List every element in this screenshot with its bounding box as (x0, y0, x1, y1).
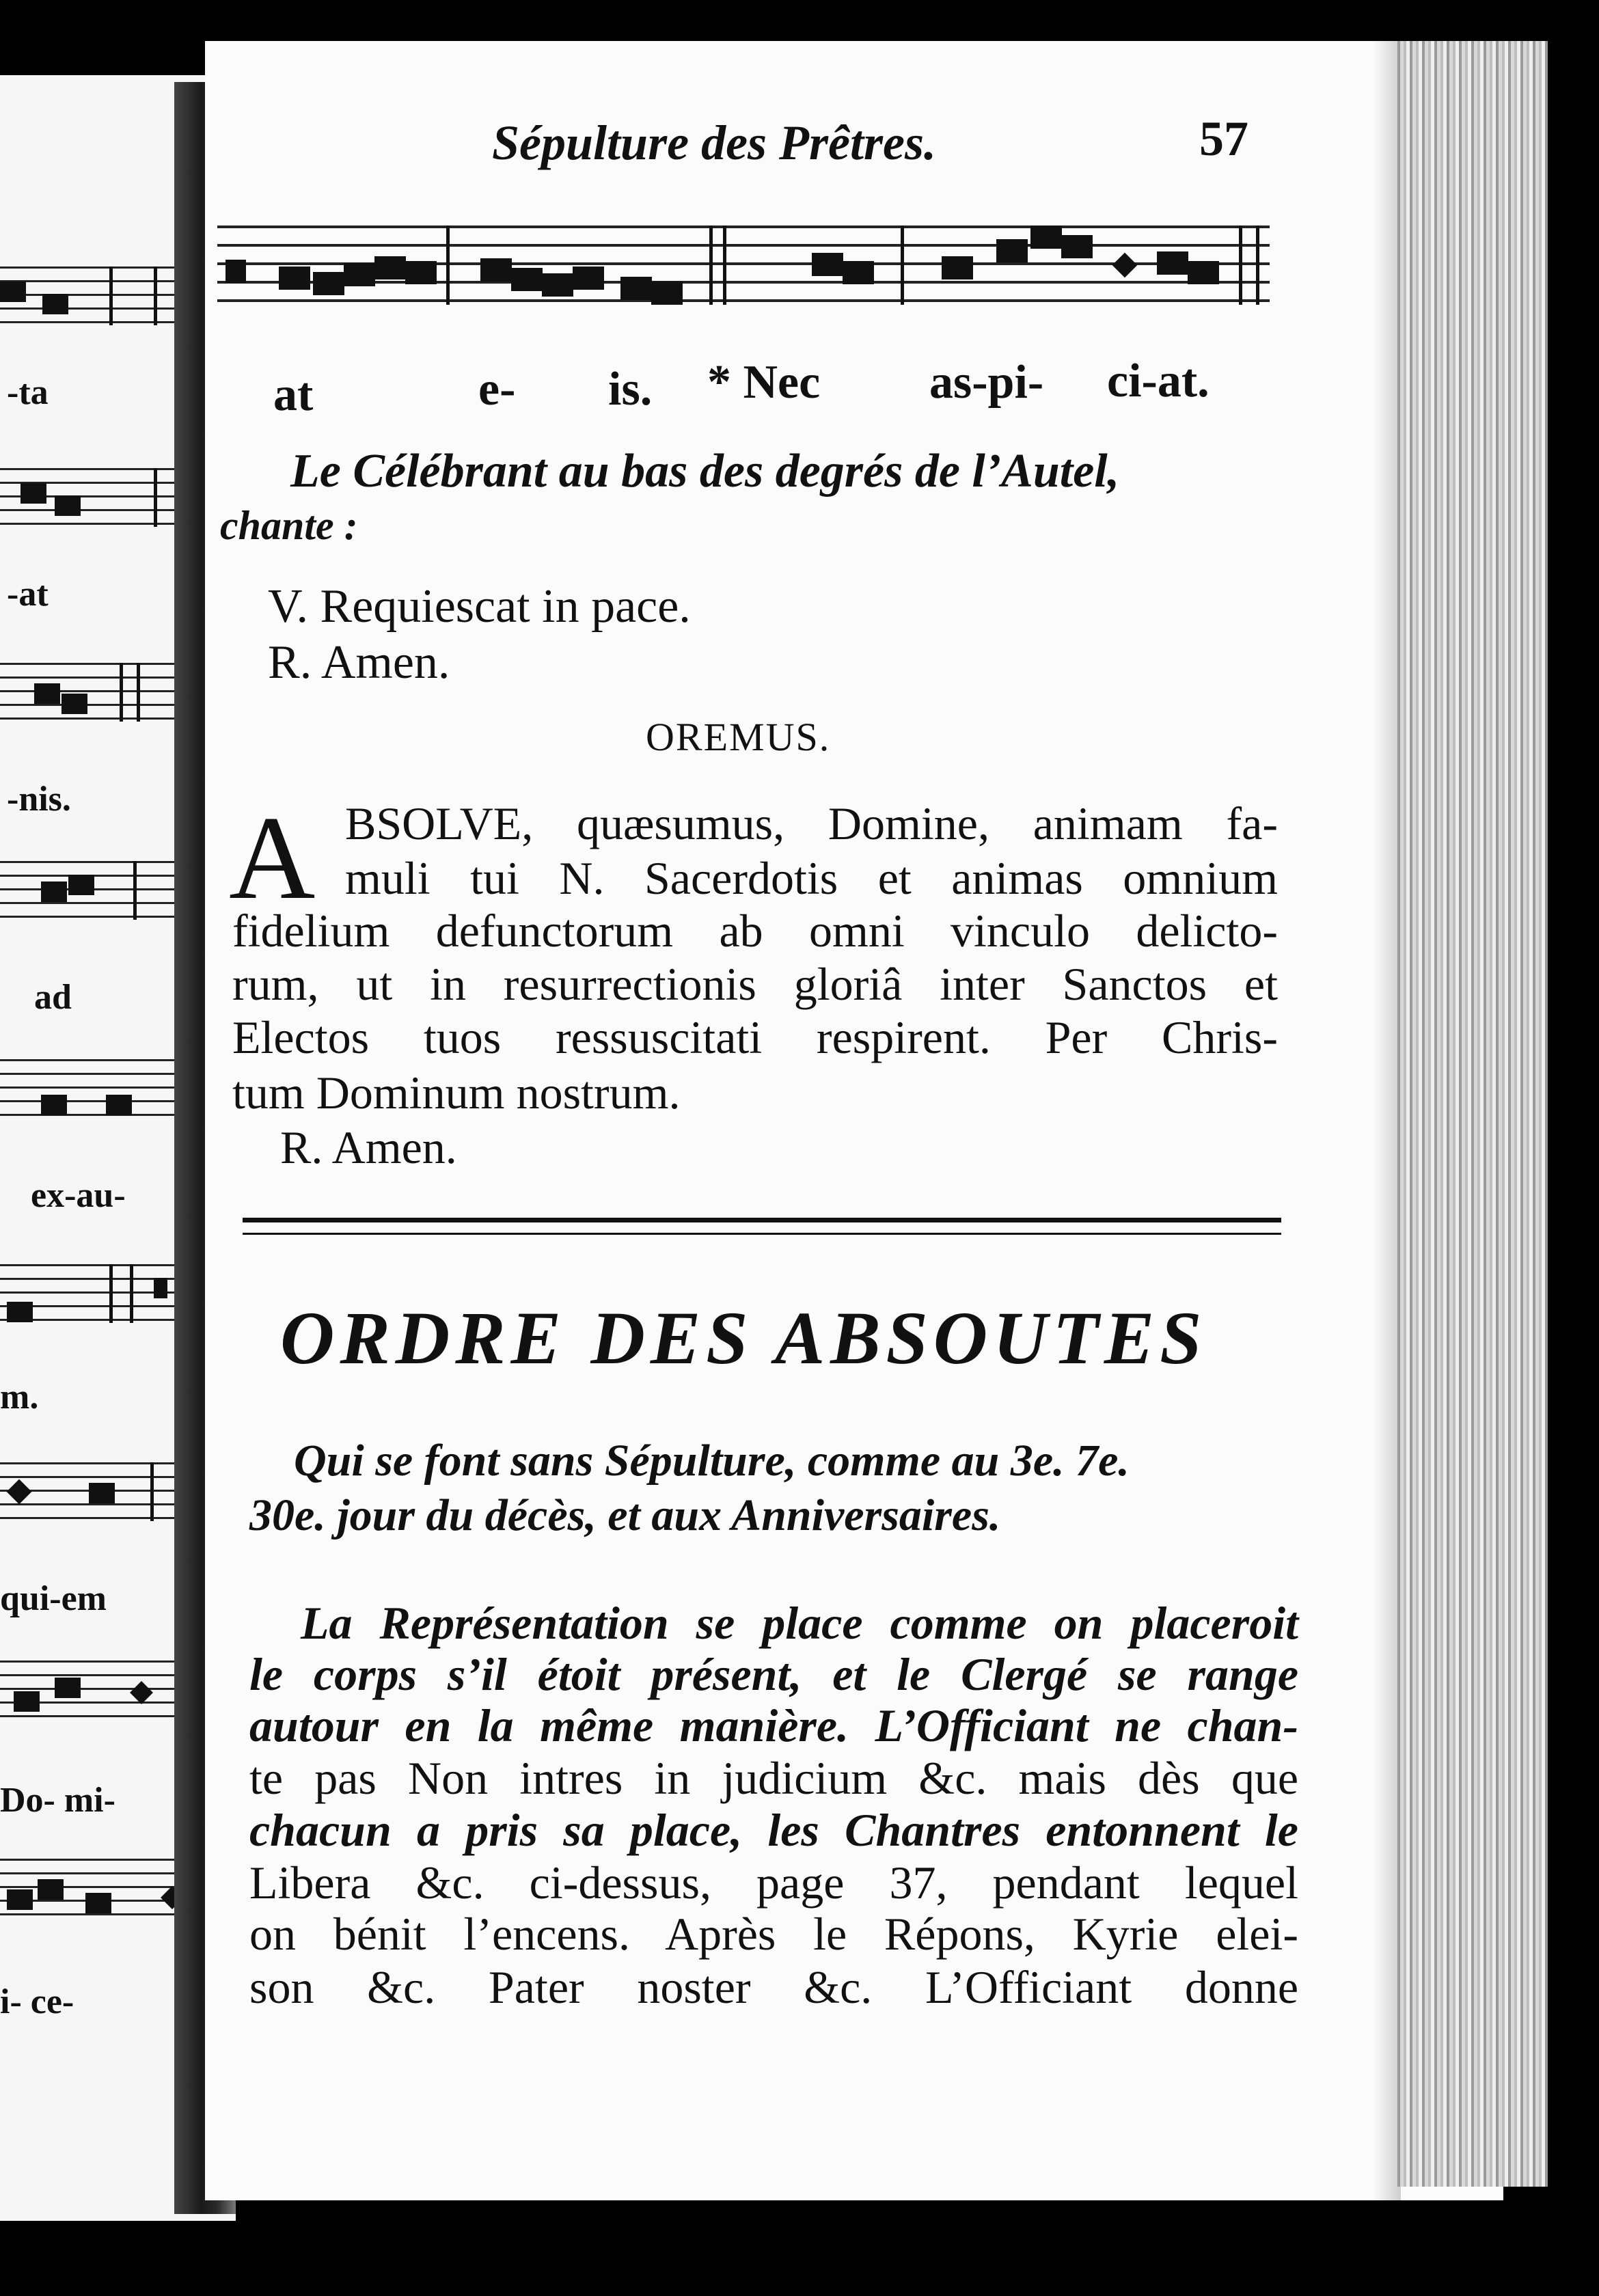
bar-line (109, 1264, 113, 1323)
neume (1030, 226, 1062, 249)
diamond-neume (7, 1479, 32, 1505)
bar-line (109, 266, 113, 325)
neume (1061, 235, 1093, 258)
left-fragment-4: ad (34, 978, 72, 1017)
response: R. Amen. (280, 1121, 457, 1173)
prayer-line: fidelium defunctorum ab omni vinculo delicto- (232, 905, 1278, 957)
neume (542, 273, 573, 297)
bar-line (1256, 226, 1259, 305)
neume (55, 495, 81, 516)
neume (89, 1483, 115, 1503)
left-fragment-6: m. (0, 1378, 39, 1417)
bar-line (709, 226, 713, 305)
neume (68, 875, 94, 895)
left-staff-3 (0, 663, 184, 722)
body-line: Libera &c. ci-dessus, page 37, pendant lequel (249, 1857, 1298, 1909)
neume (106, 1095, 132, 1115)
neume (42, 294, 68, 314)
clef (226, 260, 246, 283)
page-edges (1397, 41, 1548, 2187)
chant-syllable: ci-at. (1107, 355, 1210, 407)
prayer-line: BSOLVE, quæsumus, Domine, animam fa- (345, 797, 1278, 849)
neume (41, 1095, 67, 1115)
page-shadow (1374, 41, 1401, 2200)
chant-syllable: * Nec (707, 356, 821, 409)
left-staff-6 (0, 1264, 184, 1323)
neume (7, 1302, 33, 1322)
neume (1188, 261, 1219, 284)
bar-line (130, 1264, 133, 1323)
neume (14, 1691, 40, 1712)
bar-line (1239, 226, 1242, 305)
bar-line (154, 266, 157, 325)
left-staff-7 (0, 1462, 184, 1521)
chant-syllable: as-pi- (929, 356, 1044, 409)
divider-rule (243, 1218, 1281, 1222)
left-fragment-1: -ta (7, 373, 49, 412)
left-fragment-3: -nis. (7, 780, 71, 819)
drop-cap: A (229, 791, 316, 924)
neume (313, 272, 344, 295)
bar-line (901, 226, 904, 305)
neume (85, 1893, 111, 1913)
prayer-line: muli tui N. Sacerdotis et animas omnium (345, 852, 1278, 904)
subtitle-line: 30e. jour du décès, et aux Anniversaires. (249, 1490, 1001, 1540)
bar-line (723, 226, 726, 305)
neume (573, 266, 604, 290)
bar-line (137, 663, 140, 722)
left-staff-1 (0, 266, 184, 325)
left-staff-8 (0, 1660, 184, 1719)
neume (405, 261, 437, 284)
neume (651, 282, 683, 305)
prayer-line: Electos tuos ressuscitati respirent. Per Chris- (232, 1011, 1278, 1063)
left-staff-2 (0, 468, 184, 527)
diamond-neume (1112, 253, 1138, 278)
left-fragment-7: qui-em (0, 1579, 107, 1618)
running-head: Sépulture des Prêtres. (492, 115, 937, 170)
neume (279, 266, 310, 290)
neume (942, 256, 973, 279)
neume (38, 1879, 64, 1900)
chant-syllable: e- (478, 363, 516, 415)
oremus-heading: OREMUS. (646, 715, 831, 759)
bar-line (120, 663, 123, 722)
neume (843, 261, 874, 284)
versicle: V. Requiescat in pace. (268, 580, 691, 633)
subtitle-line: Qui se font sans Sépulture, comme au 3e. 7e. (294, 1436, 1130, 1486)
section-title: ORDRE DES ABSOUTES (280, 1296, 1207, 1380)
chant-syllable: is. (608, 363, 653, 415)
rubric-continuation: chante : (220, 503, 358, 548)
left-staff-9 (0, 1859, 184, 1917)
neume (812, 253, 843, 276)
body-line: autour en la même manière. L’Officiant ne chan- (249, 1699, 1298, 1751)
neume (154, 1278, 167, 1298)
neume (1157, 251, 1188, 275)
left-fragment-9: i- ce- (0, 1982, 74, 2021)
neume (41, 882, 67, 902)
body-line: le corps s’il étoit présent, et le Clergé se range (249, 1648, 1298, 1700)
neume (7, 1889, 33, 1910)
neume (20, 483, 46, 504)
neume (344, 263, 375, 286)
body-line: La Représentation se place comme on placeroit (301, 1597, 1298, 1649)
neume (996, 239, 1028, 262)
left-staff-5 (0, 1059, 184, 1118)
chant-syllable: at (273, 368, 314, 421)
bar-line (150, 1462, 154, 1521)
page-number: 57 (1199, 111, 1248, 166)
neume (480, 258, 512, 282)
body-line: on bénit l’encens. Après le Répons, Kyrie elei- (249, 1908, 1298, 1960)
divider-rule (243, 1233, 1281, 1235)
body-line: chacun a pris sa place, les Chantres entonnent le (249, 1804, 1298, 1856)
neume (511, 268, 543, 291)
left-staff-4 (0, 861, 184, 920)
response: R. Amen. (268, 636, 450, 689)
prayer-line: tum Dominum nostrum. (232, 1067, 681, 1119)
neume (620, 277, 652, 300)
left-fragment-8: Do- mi- (0, 1781, 115, 1820)
body-line: te pas Non intres in judicium &c. mais dès que (249, 1752, 1298, 1804)
left-fragment-2: -at (7, 575, 49, 614)
diamond-neume (130, 1681, 153, 1704)
neume (62, 694, 87, 714)
chant-staff (217, 226, 1270, 305)
neume (374, 256, 406, 279)
bar-line (133, 861, 137, 920)
neume (55, 1678, 81, 1698)
body-line: son &c. Pater noster &c. L’Officiant donne (249, 1961, 1298, 2013)
bar-line (154, 468, 157, 527)
neume (34, 683, 60, 704)
prayer-line: rum, ut in resurrectionis gloriâ inter Sanctos et (232, 958, 1278, 1010)
left-fragment-5: ex-au- (31, 1176, 126, 1215)
rubric: Le Célébrant au bas des degrés de l’Autel, (290, 445, 1120, 497)
bar-line (446, 226, 450, 305)
neume (0, 282, 26, 302)
